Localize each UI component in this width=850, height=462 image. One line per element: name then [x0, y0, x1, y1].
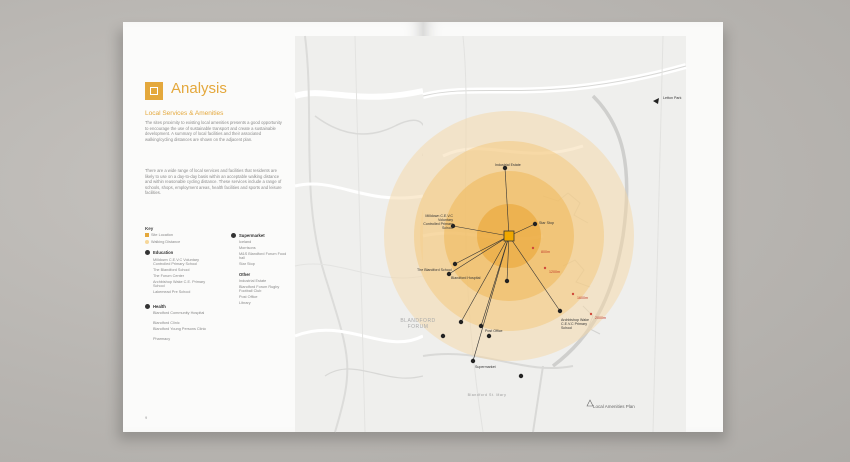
page-number: 9	[145, 415, 148, 420]
town-name: BLANDFORD FORUM	[400, 318, 436, 330]
amenities-map	[400, 36, 686, 432]
right-page	[400, 22, 723, 432]
key-edu-item: Lakemead Pre School	[153, 290, 191, 294]
key-super-item: M&S Blandford Forum Food hall	[239, 252, 287, 261]
key-other-item: Blandford Forum Rugby Football Club	[239, 285, 280, 294]
key-walking-distance: Walking Distance	[145, 240, 180, 244]
label-blandford-school: The Blandford School	[417, 268, 452, 272]
key-edu-item: Archbishop Wake C.E. Primary School	[153, 280, 206, 289]
site-swatch	[145, 233, 149, 237]
label-archbishop-school: Archbishop Wake C.E.V.C Primary School	[561, 318, 590, 330]
key-health-item: Blandford Community Hospital	[153, 311, 205, 315]
key-supermarket-heading: Supermarket	[239, 233, 265, 238]
key-other-item: Library	[239, 301, 251, 305]
key-health-heading: Health	[153, 304, 166, 309]
key-super-item: Morrisons	[239, 246, 256, 250]
map-caption: Local Amenities Plan	[593, 404, 635, 409]
key-edu-item: The Forum Center	[153, 274, 185, 278]
key-site-location: Site Location	[145, 233, 173, 237]
label-post-office: Post Office	[485, 329, 503, 333]
page-title: Analysis	[171, 80, 227, 97]
label-letton-park: Letton Park	[663, 96, 682, 100]
label-milldown-school: Milldown C.E.V.C Voluntary Controlled Primary School	[423, 214, 453, 230]
key-education-heading: Education	[153, 250, 174, 255]
label-industrial-estate: Industrial Estate	[495, 163, 521, 167]
key-other-heading: Other	[239, 272, 251, 277]
page-subtitle: Local Services & Amenities	[145, 110, 224, 117]
village-name: Blandford St. Mary	[467, 393, 507, 397]
distance-label-1200: 1200m	[549, 270, 560, 274]
label-star-stop: Star Stop	[539, 221, 554, 225]
section-icon	[145, 82, 163, 100]
key-super-item: Star Stop	[239, 262, 255, 266]
brochure-spread	[123, 22, 723, 432]
key-health-item: Blandford Young Persons Clinic	[153, 327, 207, 331]
site-location-marker	[504, 231, 514, 241]
key-other-item: Post Office	[239, 295, 258, 299]
distance-label-1600: 1600m	[577, 296, 588, 300]
key-super-item: Iceland	[239, 240, 252, 244]
education-icon	[145, 250, 150, 255]
key-health-item: Blandford Clinic	[153, 321, 180, 325]
map-svg	[423, 36, 686, 432]
walking-swatch	[145, 240, 149, 244]
key-health-item: Pharmacy	[153, 337, 171, 341]
supermarket-icon	[231, 233, 236, 238]
key-other-item: Industrial Estate	[239, 279, 267, 283]
key-edu-item: The Blandford School	[153, 268, 190, 272]
key-edu-item: Milldown C.E.V.C Voluntary Controlled Primary School	[153, 258, 200, 267]
left-page	[123, 22, 423, 432]
detail-paragraph: There are a wide range of local services and facilities that residents are likely to use on a day-to-day basis within an acceptable walking distance and within reasonable cycling distance. These services include a range of schools, shops, employment areas, health facilities and sports and leisure facilities.	[145, 168, 282, 196]
distance-label-2000: 2000m	[595, 316, 606, 320]
distance-label-800: 800m	[541, 250, 550, 254]
label-hospital: Blandford Hospital	[451, 276, 481, 280]
label-supermarket: Supermarket	[475, 365, 496, 369]
intro-paragraph: The sites proximity to existing local amenities presents a good opportunity to encourage the use of sustainable transport and create a sustainable development. A summary of local facilities and their associated walking/cycling distances are shown on the adjacent plan.	[145, 120, 282, 142]
health-icon	[145, 304, 150, 309]
key-title: Key	[145, 226, 154, 231]
